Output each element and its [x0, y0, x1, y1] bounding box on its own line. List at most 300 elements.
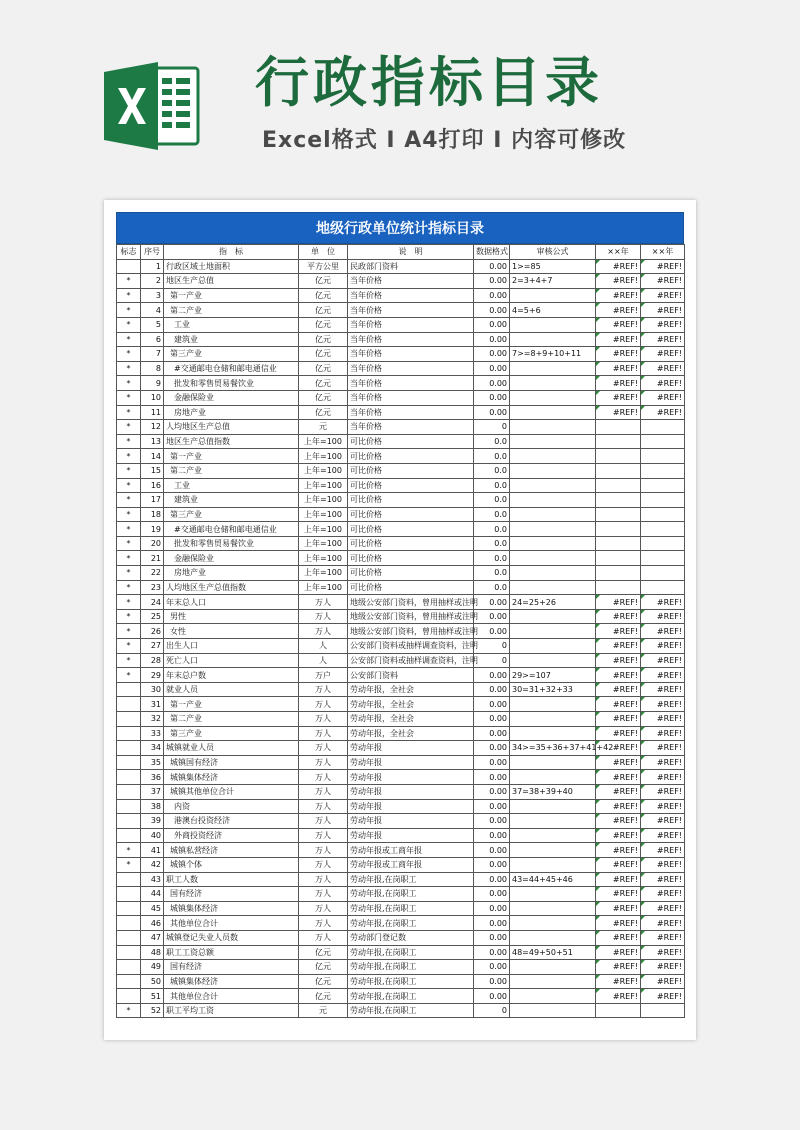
number-cell[interactable]: 49 [141, 960, 164, 975]
audit-formula-cell[interactable] [510, 624, 596, 639]
year1-value-cell[interactable] [596, 463, 641, 478]
flag-cell[interactable] [117, 682, 141, 697]
flag-cell[interactable]: * [117, 303, 141, 318]
description-cell[interactable]: 可比价格 [348, 580, 474, 595]
indicator-name-cell[interactable]: 第二产业 [164, 712, 299, 727]
data-format-cell[interactable]: 0 [474, 1003, 510, 1018]
unit-cell[interactable]: 万人 [299, 682, 348, 697]
data-format-cell[interactable]: 0.0 [474, 449, 510, 464]
indicator-name-cell[interactable]: 人均地区生产总值指数 [164, 580, 299, 595]
description-cell[interactable]: 劳动年报，全社会 [348, 697, 474, 712]
flag-cell[interactable]: * [117, 478, 141, 493]
description-cell[interactable]: 劳动年报 [348, 799, 474, 814]
unit-cell[interactable]: 万人 [299, 857, 348, 872]
audit-formula-cell[interactable]: 24=25+26 [510, 595, 596, 610]
year2-value-cell[interactable]: #REF! [641, 668, 685, 683]
unit-cell[interactable]: 亿元 [299, 989, 348, 1004]
audit-formula-cell[interactable] [510, 814, 596, 829]
audit-formula-cell[interactable]: 48=49+50+51 [510, 945, 596, 960]
data-format-cell[interactable]: 0.0 [474, 566, 510, 581]
number-cell[interactable]: 30 [141, 682, 164, 697]
year1-value-cell[interactable] [596, 566, 641, 581]
number-cell[interactable]: 28 [141, 653, 164, 668]
indicator-name-cell[interactable]: 第三产业 [164, 507, 299, 522]
year2-value-cell[interactable] [641, 580, 685, 595]
indicator-name-cell[interactable]: 城镇个体 [164, 857, 299, 872]
number-cell[interactable]: 24 [141, 595, 164, 610]
year2-value-cell[interactable]: #REF! [641, 828, 685, 843]
unit-cell[interactable]: 万人 [299, 930, 348, 945]
description-cell[interactable]: 可比价格 [348, 507, 474, 522]
indicator-name-cell[interactable]: 其他单位合计 [164, 916, 299, 931]
flag-cell[interactable] [117, 259, 141, 274]
number-cell[interactable]: 39 [141, 814, 164, 829]
number-cell[interactable]: 10 [141, 390, 164, 405]
flag-cell[interactable] [117, 828, 141, 843]
indicator-name-cell[interactable]: #交通邮电仓储和邮电通信业 [164, 361, 299, 376]
audit-formula-cell[interactable]: 37=38+39+40 [510, 784, 596, 799]
indicator-name-cell[interactable]: 批发和零售贸易餐饮业 [164, 376, 299, 391]
indicator-name-cell[interactable]: 行政区域土地面积 [164, 259, 299, 274]
indicator-name-cell[interactable]: 城镇其他单位合计 [164, 784, 299, 799]
number-cell[interactable]: 50 [141, 974, 164, 989]
flag-cell[interactable] [117, 755, 141, 770]
year1-value-cell[interactable] [596, 420, 641, 435]
indicator-name-cell[interactable]: 房地产业 [164, 405, 299, 420]
description-cell[interactable]: 可比价格 [348, 551, 474, 566]
indicator-name-cell[interactable]: 就业人员 [164, 682, 299, 697]
year1-value-cell[interactable]: #REF! [596, 887, 641, 902]
year1-value-cell[interactable]: #REF! [596, 755, 641, 770]
audit-formula-cell[interactable] [510, 755, 596, 770]
unit-cell[interactable]: 万人 [299, 741, 348, 756]
flag-cell[interactable]: * [117, 507, 141, 522]
year2-value-cell[interactable]: #REF! [641, 916, 685, 931]
unit-cell[interactable]: 亿元 [299, 960, 348, 975]
year1-value-cell[interactable]: #REF! [596, 697, 641, 712]
description-cell[interactable]: 当年价格 [348, 390, 474, 405]
indicator-name-cell[interactable]: 内资 [164, 799, 299, 814]
audit-formula-cell[interactable] [510, 522, 596, 537]
year2-value-cell[interactable]: #REF! [641, 288, 685, 303]
year1-value-cell[interactable]: #REF! [596, 916, 641, 931]
flag-cell[interactable] [117, 930, 141, 945]
unit-cell[interactable]: 亿元 [299, 303, 348, 318]
data-format-cell[interactable]: 0.00 [474, 755, 510, 770]
unit-cell[interactable]: 万人 [299, 755, 348, 770]
year2-value-cell[interactable]: #REF! [641, 259, 685, 274]
flag-cell[interactable]: * [117, 843, 141, 858]
data-format-cell[interactable]: 0.0 [474, 580, 510, 595]
data-format-cell[interactable]: 0.00 [474, 828, 510, 843]
data-format-cell[interactable]: 0.00 [474, 872, 510, 887]
indicator-name-cell[interactable]: 第二产业 [164, 463, 299, 478]
number-cell[interactable]: 20 [141, 536, 164, 551]
data-format-cell[interactable]: 0.00 [474, 857, 510, 872]
data-format-cell[interactable]: 0.00 [474, 799, 510, 814]
year1-value-cell[interactable]: #REF! [596, 259, 641, 274]
flag-cell[interactable]: * [117, 522, 141, 537]
audit-formula-cell[interactable] [510, 712, 596, 727]
audit-formula-cell[interactable] [510, 434, 596, 449]
description-cell[interactable]: 当年价格 [348, 347, 474, 362]
indicator-name-cell[interactable]: #交通邮电仓储和邮电通信业 [164, 522, 299, 537]
data-format-cell[interactable]: 0.00 [474, 405, 510, 420]
year1-value-cell[interactable]: #REF! [596, 741, 641, 756]
description-cell[interactable]: 当年价格 [348, 317, 474, 332]
audit-formula-cell[interactable] [510, 405, 596, 420]
year2-value-cell[interactable]: #REF! [641, 624, 685, 639]
number-cell[interactable]: 18 [141, 507, 164, 522]
flag-cell[interactable]: * [117, 624, 141, 639]
year2-value-cell[interactable] [641, 463, 685, 478]
description-cell[interactable]: 劳动年报 [348, 770, 474, 785]
year1-value-cell[interactable]: #REF! [596, 274, 641, 289]
number-cell[interactable]: 31 [141, 697, 164, 712]
year2-value-cell[interactable]: #REF! [641, 887, 685, 902]
year2-value-cell[interactable]: #REF! [641, 317, 685, 332]
indicator-name-cell[interactable]: 第一产业 [164, 697, 299, 712]
description-cell[interactable]: 公安部门资料或抽样调查资料，注明 [348, 639, 474, 654]
year1-value-cell[interactable]: #REF! [596, 624, 641, 639]
audit-formula-cell[interactable] [510, 1003, 596, 1018]
number-cell[interactable]: 36 [141, 770, 164, 785]
description-cell[interactable]: 劳动年报,在岗职工 [348, 887, 474, 902]
indicator-name-cell[interactable]: 年末总户数 [164, 668, 299, 683]
data-format-cell[interactable]: 0.00 [474, 726, 510, 741]
flag-cell[interactable]: * [117, 639, 141, 654]
indicator-name-cell[interactable]: 年末总人口 [164, 595, 299, 610]
description-cell[interactable]: 劳动年报 [348, 814, 474, 829]
data-format-cell[interactable]: 0.00 [474, 945, 510, 960]
year2-value-cell[interactable]: #REF! [641, 726, 685, 741]
flag-cell[interactable]: * [117, 1003, 141, 1018]
description-cell[interactable]: 地级公安部门资料，曾用抽样或注明 [348, 624, 474, 639]
unit-cell[interactable]: 上年=100 [299, 434, 348, 449]
audit-formula-cell[interactable] [510, 930, 596, 945]
unit-cell[interactable]: 亿元 [299, 347, 348, 362]
data-format-cell[interactable]: 0.0 [474, 493, 510, 508]
flag-cell[interactable]: * [117, 463, 141, 478]
audit-formula-cell[interactable] [510, 609, 596, 624]
year1-value-cell[interactable]: #REF! [596, 930, 641, 945]
audit-formula-cell[interactable] [510, 887, 596, 902]
flag-cell[interactable] [117, 770, 141, 785]
flag-cell[interactable]: * [117, 434, 141, 449]
year2-value-cell[interactable] [641, 434, 685, 449]
audit-formula-cell[interactable]: 2=3+4+7 [510, 274, 596, 289]
audit-formula-cell[interactable] [510, 770, 596, 785]
flag-cell[interactable] [117, 872, 141, 887]
year1-value-cell[interactable] [596, 493, 641, 508]
flag-cell[interactable]: * [117, 580, 141, 595]
number-cell[interactable]: 1 [141, 259, 164, 274]
number-cell[interactable]: 47 [141, 930, 164, 945]
unit-cell[interactable]: 上年=100 [299, 580, 348, 595]
audit-formula-cell[interactable] [510, 843, 596, 858]
unit-cell[interactable]: 上年=100 [299, 551, 348, 566]
audit-formula-cell[interactable] [510, 478, 596, 493]
number-cell[interactable]: 12 [141, 420, 164, 435]
indicator-name-cell[interactable]: 地区生产总值指数 [164, 434, 299, 449]
description-cell[interactable]: 劳动年报,在岗职工 [348, 945, 474, 960]
unit-cell[interactable]: 亿元 [299, 274, 348, 289]
indicator-name-cell[interactable]: 城镇就业人员 [164, 741, 299, 756]
year2-value-cell[interactable] [641, 449, 685, 464]
flag-cell[interactable] [117, 712, 141, 727]
year2-value-cell[interactable]: #REF! [641, 303, 685, 318]
indicator-name-cell[interactable]: 第一产业 [164, 288, 299, 303]
data-format-cell[interactable]: 0.00 [474, 595, 510, 610]
data-format-cell[interactable]: 0.00 [474, 770, 510, 785]
unit-cell[interactable]: 万人 [299, 624, 348, 639]
audit-formula-cell[interactable]: 4=5+6 [510, 303, 596, 318]
year2-value-cell[interactable]: #REF! [641, 595, 685, 610]
description-cell[interactable]: 可比价格 [348, 522, 474, 537]
year1-value-cell[interactable] [596, 1003, 641, 1018]
flag-cell[interactable]: * [117, 420, 141, 435]
unit-cell[interactable]: 万人 [299, 712, 348, 727]
year2-value-cell[interactable]: #REF! [641, 682, 685, 697]
audit-formula-cell[interactable] [510, 536, 596, 551]
unit-cell[interactable]: 亿元 [299, 317, 348, 332]
indicator-name-cell[interactable]: 城镇登记失业人员数 [164, 930, 299, 945]
audit-formula-cell[interactable] [510, 390, 596, 405]
data-format-cell[interactable]: 0 [474, 420, 510, 435]
description-cell[interactable]: 可比价格 [348, 463, 474, 478]
flag-cell[interactable]: * [117, 566, 141, 581]
data-format-cell[interactable]: 0.00 [474, 376, 510, 391]
audit-formula-cell[interactable] [510, 901, 596, 916]
description-cell[interactable]: 当年价格 [348, 376, 474, 391]
number-cell[interactable]: 44 [141, 887, 164, 902]
unit-cell[interactable]: 亿元 [299, 390, 348, 405]
number-cell[interactable]: 29 [141, 668, 164, 683]
year2-value-cell[interactable]: #REF! [641, 857, 685, 872]
unit-cell[interactable]: 上年=100 [299, 522, 348, 537]
year1-value-cell[interactable]: #REF! [596, 405, 641, 420]
flag-cell[interactable]: * [117, 274, 141, 289]
year1-value-cell[interactable] [596, 536, 641, 551]
audit-formula-cell[interactable] [510, 989, 596, 1004]
unit-cell[interactable]: 上年=100 [299, 493, 348, 508]
year1-value-cell[interactable] [596, 551, 641, 566]
flag-cell[interactable]: * [117, 449, 141, 464]
number-cell[interactable]: 33 [141, 726, 164, 741]
description-cell[interactable]: 地级公安部门资料，曾用抽样或注明 [348, 609, 474, 624]
data-format-cell[interactable]: 0.00 [474, 916, 510, 931]
year1-value-cell[interactable]: #REF! [596, 872, 641, 887]
unit-cell[interactable]: 人 [299, 653, 348, 668]
description-cell[interactable]: 可比价格 [348, 434, 474, 449]
unit-cell[interactable]: 亿元 [299, 361, 348, 376]
flag-cell[interactable]: * [117, 332, 141, 347]
indicator-name-cell[interactable]: 出生人口 [164, 639, 299, 654]
year1-value-cell[interactable]: #REF! [596, 974, 641, 989]
unit-cell[interactable]: 万人 [299, 609, 348, 624]
data-format-cell[interactable]: 0.00 [474, 814, 510, 829]
year2-value-cell[interactable]: #REF! [641, 639, 685, 654]
audit-formula-cell[interactable] [510, 507, 596, 522]
audit-formula-cell[interactable]: 29>=107 [510, 668, 596, 683]
data-format-cell[interactable]: 0.0 [474, 536, 510, 551]
number-cell[interactable]: 25 [141, 609, 164, 624]
unit-cell[interactable]: 亿元 [299, 376, 348, 391]
flag-cell[interactable]: * [117, 493, 141, 508]
indicator-name-cell[interactable]: 国有经济 [164, 887, 299, 902]
data-format-cell[interactable]: 0.00 [474, 974, 510, 989]
year2-value-cell[interactable]: #REF! [641, 784, 685, 799]
number-cell[interactable]: 40 [141, 828, 164, 843]
audit-formula-cell[interactable] [510, 332, 596, 347]
number-cell[interactable]: 16 [141, 478, 164, 493]
indicator-name-cell[interactable]: 男性 [164, 609, 299, 624]
unit-cell[interactable]: 万人 [299, 770, 348, 785]
number-cell[interactable]: 19 [141, 522, 164, 537]
indicator-name-cell[interactable]: 港澳台投资经济 [164, 814, 299, 829]
data-format-cell[interactable]: 0.00 [474, 697, 510, 712]
audit-formula-cell[interactable] [510, 288, 596, 303]
unit-cell[interactable]: 万人 [299, 726, 348, 741]
description-cell[interactable]: 劳动年报，全社会 [348, 712, 474, 727]
data-format-cell[interactable]: 0.00 [474, 274, 510, 289]
indicator-name-cell[interactable]: 建筑业 [164, 332, 299, 347]
audit-formula-cell[interactable] [510, 317, 596, 332]
year2-value-cell[interactable] [641, 536, 685, 551]
audit-formula-cell[interactable]: 1>=85 [510, 259, 596, 274]
data-format-cell[interactable]: 0.00 [474, 784, 510, 799]
year2-value-cell[interactable]: #REF! [641, 814, 685, 829]
year1-value-cell[interactable]: #REF! [596, 799, 641, 814]
flag-cell[interactable]: * [117, 595, 141, 610]
year2-value-cell[interactable] [641, 478, 685, 493]
flag-cell[interactable] [117, 784, 141, 799]
audit-formula-cell[interactable] [510, 916, 596, 931]
indicator-name-cell[interactable]: 人均地区生产总值 [164, 420, 299, 435]
indicator-name-cell[interactable]: 女性 [164, 624, 299, 639]
unit-cell[interactable]: 万人 [299, 843, 348, 858]
description-cell[interactable]: 劳动年报 [348, 784, 474, 799]
data-format-cell[interactable]: 0.00 [474, 712, 510, 727]
year2-value-cell[interactable]: #REF! [641, 960, 685, 975]
indicator-name-cell[interactable]: 第二产业 [164, 303, 299, 318]
audit-formula-cell[interactable] [510, 828, 596, 843]
year2-value-cell[interactable] [641, 493, 685, 508]
audit-formula-cell[interactable] [510, 960, 596, 975]
unit-cell[interactable]: 万人 [299, 784, 348, 799]
unit-cell[interactable]: 亿元 [299, 332, 348, 347]
year2-value-cell[interactable] [641, 566, 685, 581]
unit-cell[interactable]: 亿元 [299, 405, 348, 420]
number-cell[interactable]: 23 [141, 580, 164, 595]
flag-cell[interactable]: * [117, 857, 141, 872]
description-cell[interactable]: 劳动年报,在岗职工 [348, 960, 474, 975]
description-cell[interactable]: 劳动年报 [348, 755, 474, 770]
data-format-cell[interactable]: 0.00 [474, 317, 510, 332]
year2-value-cell[interactable] [641, 522, 685, 537]
number-cell[interactable]: 9 [141, 376, 164, 391]
number-cell[interactable]: 8 [141, 361, 164, 376]
flag-cell[interactable]: * [117, 551, 141, 566]
flag-cell[interactable]: * [117, 653, 141, 668]
indicator-name-cell[interactable]: 第三产业 [164, 347, 299, 362]
data-format-cell[interactable]: 0.0 [474, 507, 510, 522]
flag-cell[interactable] [117, 741, 141, 756]
number-cell[interactable]: 35 [141, 755, 164, 770]
year1-value-cell[interactable] [596, 449, 641, 464]
indicator-name-cell[interactable]: 其他单位合计 [164, 989, 299, 1004]
description-cell[interactable]: 当年价格 [348, 420, 474, 435]
year2-value-cell[interactable] [641, 1003, 685, 1018]
data-format-cell[interactable]: 0.00 [474, 960, 510, 975]
indicator-name-cell[interactable]: 城镇私营经济 [164, 843, 299, 858]
flag-cell[interactable]: * [117, 347, 141, 362]
unit-cell[interactable]: 万人 [299, 901, 348, 916]
description-cell[interactable]: 劳动年报,在岗职工 [348, 989, 474, 1004]
year2-value-cell[interactable]: #REF! [641, 945, 685, 960]
description-cell[interactable]: 劳动年报,在岗职工 [348, 974, 474, 989]
year2-value-cell[interactable]: #REF! [641, 274, 685, 289]
unit-cell[interactable]: 万人 [299, 814, 348, 829]
number-cell[interactable]: 4 [141, 303, 164, 318]
data-format-cell[interactable]: 0.0 [474, 434, 510, 449]
year2-value-cell[interactable]: #REF! [641, 843, 685, 858]
year1-value-cell[interactable] [596, 478, 641, 493]
description-cell[interactable]: 当年价格 [348, 405, 474, 420]
year1-value-cell[interactable]: #REF! [596, 857, 641, 872]
description-cell[interactable]: 劳动年报或工商年报 [348, 843, 474, 858]
description-cell[interactable]: 地级公安部门资料，曾用抽样或注明 [348, 595, 474, 610]
audit-formula-cell[interactable]: 7>=8+9+10+11 [510, 347, 596, 362]
indicator-name-cell[interactable]: 金融保险业 [164, 551, 299, 566]
data-format-cell[interactable]: 0.00 [474, 741, 510, 756]
flag-cell[interactable] [117, 916, 141, 931]
year1-value-cell[interactable]: #REF! [596, 639, 641, 654]
year2-value-cell[interactable]: #REF! [641, 901, 685, 916]
number-cell[interactable]: 52 [141, 1003, 164, 1018]
description-cell[interactable]: 劳动年报,在岗职工 [348, 872, 474, 887]
year2-value-cell[interactable]: #REF! [641, 930, 685, 945]
description-cell[interactable]: 当年价格 [348, 288, 474, 303]
year1-value-cell[interactable]: #REF! [596, 843, 641, 858]
data-format-cell[interactable]: 0.00 [474, 930, 510, 945]
description-cell[interactable]: 公安部门资料 [348, 668, 474, 683]
indicator-name-cell[interactable]: 职工人数 [164, 872, 299, 887]
indicator-name-cell[interactable]: 房地产业 [164, 566, 299, 581]
year1-value-cell[interactable]: #REF! [596, 595, 641, 610]
description-cell[interactable]: 劳动年报,在岗职工 [348, 916, 474, 931]
year1-value-cell[interactable]: #REF! [596, 668, 641, 683]
audit-formula-cell[interactable] [510, 376, 596, 391]
indicator-name-cell[interactable]: 外商投资经济 [164, 828, 299, 843]
indicator-name-cell[interactable]: 城镇国有经济 [164, 755, 299, 770]
description-cell[interactable]: 可比价格 [348, 536, 474, 551]
unit-cell[interactable]: 上年=100 [299, 449, 348, 464]
flag-cell[interactable]: * [117, 288, 141, 303]
data-format-cell[interactable]: 0.00 [474, 989, 510, 1004]
audit-formula-cell[interactable] [510, 857, 596, 872]
unit-cell[interactable]: 上年=100 [299, 463, 348, 478]
indicator-name-cell[interactable]: 职工平均工资 [164, 1003, 299, 1018]
number-cell[interactable]: 37 [141, 784, 164, 799]
data-format-cell[interactable]: 0.0 [474, 551, 510, 566]
year2-value-cell[interactable]: #REF! [641, 405, 685, 420]
unit-cell[interactable]: 万人 [299, 799, 348, 814]
unit-cell[interactable]: 万人 [299, 872, 348, 887]
audit-formula-cell[interactable]: 43=44+45+46 [510, 872, 596, 887]
flag-cell[interactable]: * [117, 376, 141, 391]
number-cell[interactable]: 38 [141, 799, 164, 814]
